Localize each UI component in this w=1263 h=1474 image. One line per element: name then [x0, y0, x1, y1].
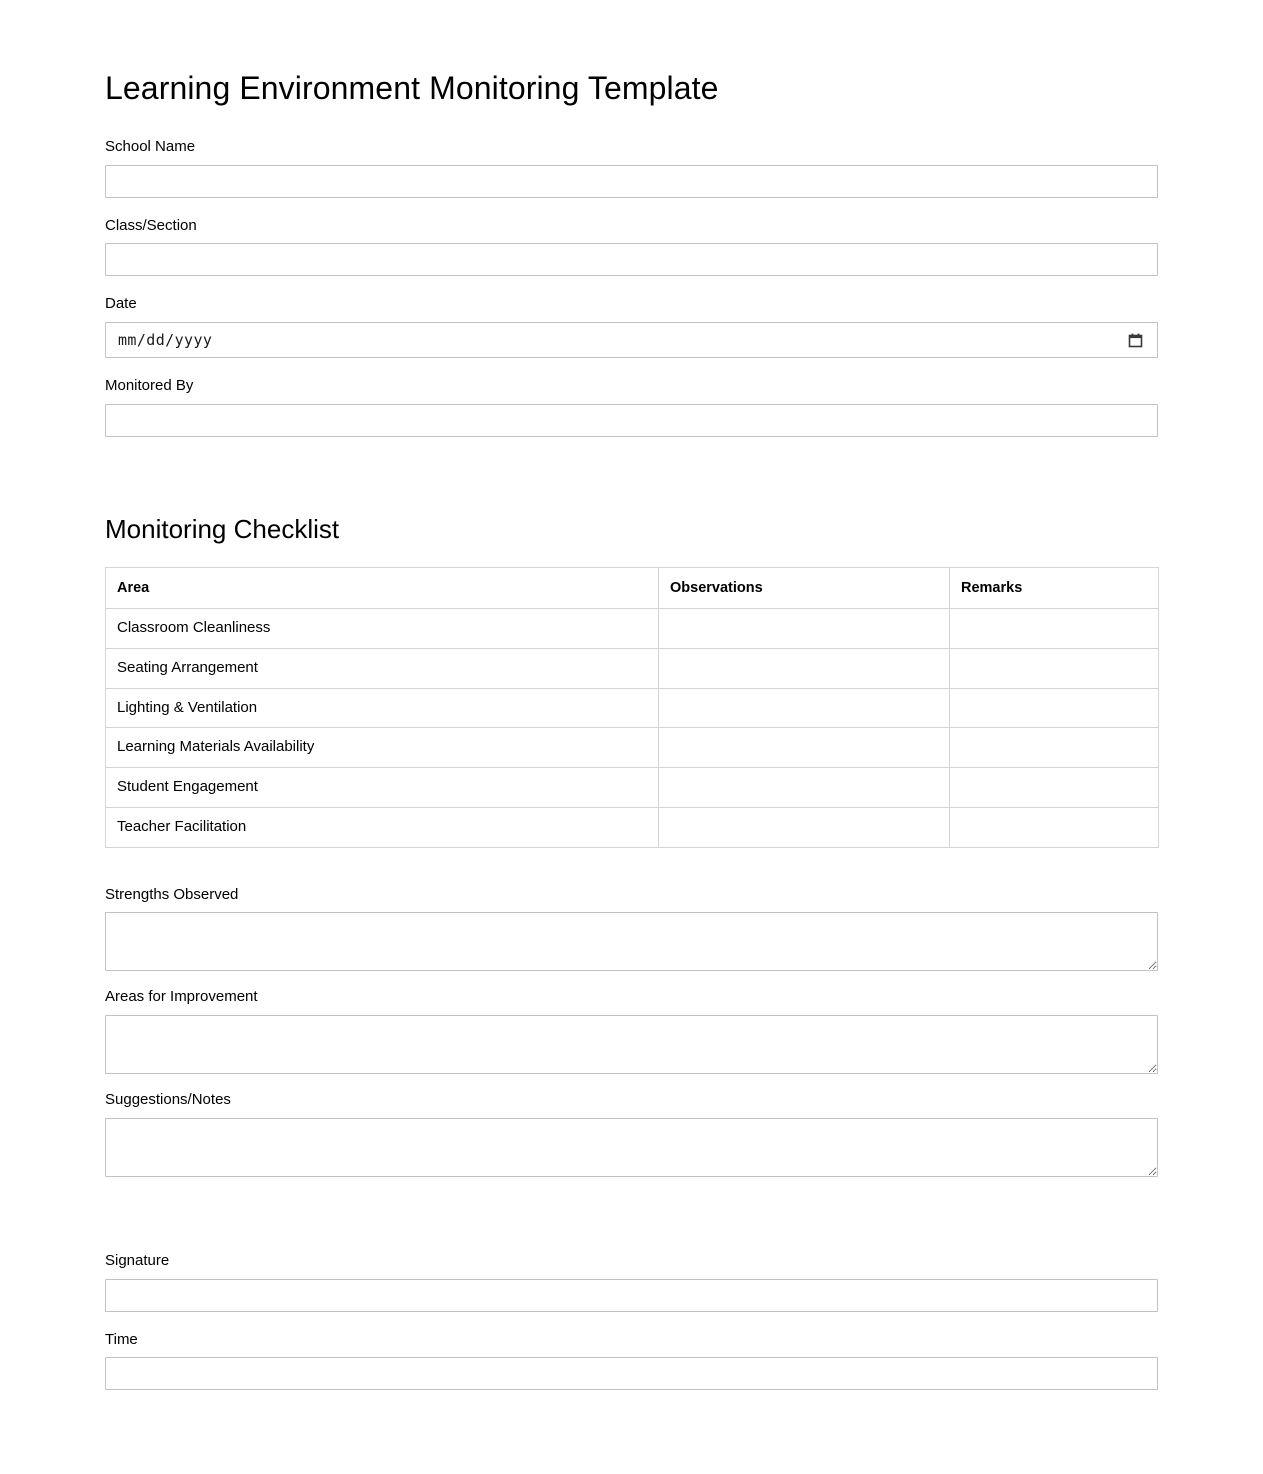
cell-observations[interactable] — [659, 807, 950, 847]
field-suggestions-notes — [105, 1091, 1158, 1177]
time-input[interactable] — [105, 1357, 1158, 1390]
cell-area: Lighting & Ventilation — [106, 688, 659, 728]
cell-area: Seating Arrangement — [106, 648, 659, 688]
field-date — [105, 295, 1158, 358]
cell-observations[interactable] — [659, 609, 950, 649]
field-class-section — [105, 217, 1158, 277]
table-row — [106, 688, 1159, 728]
monitored-by-input[interactable] — [105, 404, 1158, 437]
signature-input[interactable] — [105, 1279, 1158, 1312]
label-suggestions-notes: Suggestions/Notes — [105, 1091, 231, 1109]
date-input[interactable] — [105, 322, 1158, 358]
class-section-input[interactable] — [105, 243, 1158, 276]
label-school-name: School Name — [105, 137, 196, 155]
cell-remarks[interactable] — [950, 807, 1159, 847]
cell-area: Teacher Facilitation — [106, 807, 659, 847]
field-strengths-observed — [105, 886, 1158, 972]
cell-area: Learning Materials Availability — [106, 728, 659, 768]
field-time — [105, 1331, 1158, 1391]
field-school-name — [105, 138, 1158, 198]
suggestions-notes-textarea[interactable] — [105, 1118, 1158, 1177]
cell-observations[interactable] — [659, 768, 950, 808]
cell-observations[interactable] — [659, 688, 950, 728]
spacer — [105, 456, 1158, 514]
cell-observations[interactable] — [659, 728, 950, 768]
label-areas-for-improvement: Areas for Improvement — [105, 988, 258, 1006]
spacer — [105, 1194, 1158, 1252]
label-time: Time — [105, 1330, 138, 1348]
spacer — [105, 848, 1158, 886]
label-monitored-by: Monitored By — [105, 377, 194, 394]
table-row — [106, 807, 1159, 847]
cell-remarks[interactable] — [950, 688, 1159, 728]
label-date: Date — [105, 295, 137, 313]
column-header-area: Area — [106, 567, 659, 608]
cell-area: Student Engagement — [106, 768, 659, 808]
cell-remarks[interactable] — [950, 609, 1159, 649]
table-body — [106, 609, 1159, 848]
strengths-observed-textarea[interactable] — [105, 912, 1158, 971]
page-title: Learning Environment Monitoring Template — [105, 70, 719, 106]
cell-area: Classroom Cleanliness — [106, 609, 659, 649]
field-monitored-by — [105, 377, 1158, 437]
field-signature — [105, 1252, 1158, 1312]
table-row — [106, 648, 1159, 688]
monitoring-checklist-table — [105, 567, 1159, 848]
date-placeholder: mm/dd/yyyy — [118, 331, 213, 349]
column-header-remarks: Remarks — [950, 567, 1159, 608]
areas-for-improvement-textarea[interactable] — [105, 1015, 1158, 1074]
school-name-input[interactable] — [105, 165, 1158, 198]
calendar-icon[interactable] — [1128, 333, 1143, 348]
table-row — [106, 609, 1159, 649]
table-header — [106, 567, 1159, 608]
column-header-observations: Observations — [659, 567, 950, 608]
table-header-row — [106, 567, 1159, 608]
cell-remarks[interactable] — [950, 768, 1159, 808]
monitoring-form — [105, 70, 1158, 1390]
table-row — [106, 768, 1159, 808]
field-areas-for-improvement — [105, 988, 1158, 1074]
cell-observations[interactable] — [659, 648, 950, 688]
label-class-section: Class/Section — [105, 216, 197, 234]
label-signature: Signature — [105, 1251, 170, 1269]
table-row — [106, 728, 1159, 768]
cell-remarks[interactable] — [950, 728, 1159, 768]
cell-remarks[interactable] — [950, 648, 1159, 688]
label-strengths-observed: Strengths Observed — [105, 885, 239, 903]
checklist-heading: Monitoring Checklist — [105, 513, 340, 544]
